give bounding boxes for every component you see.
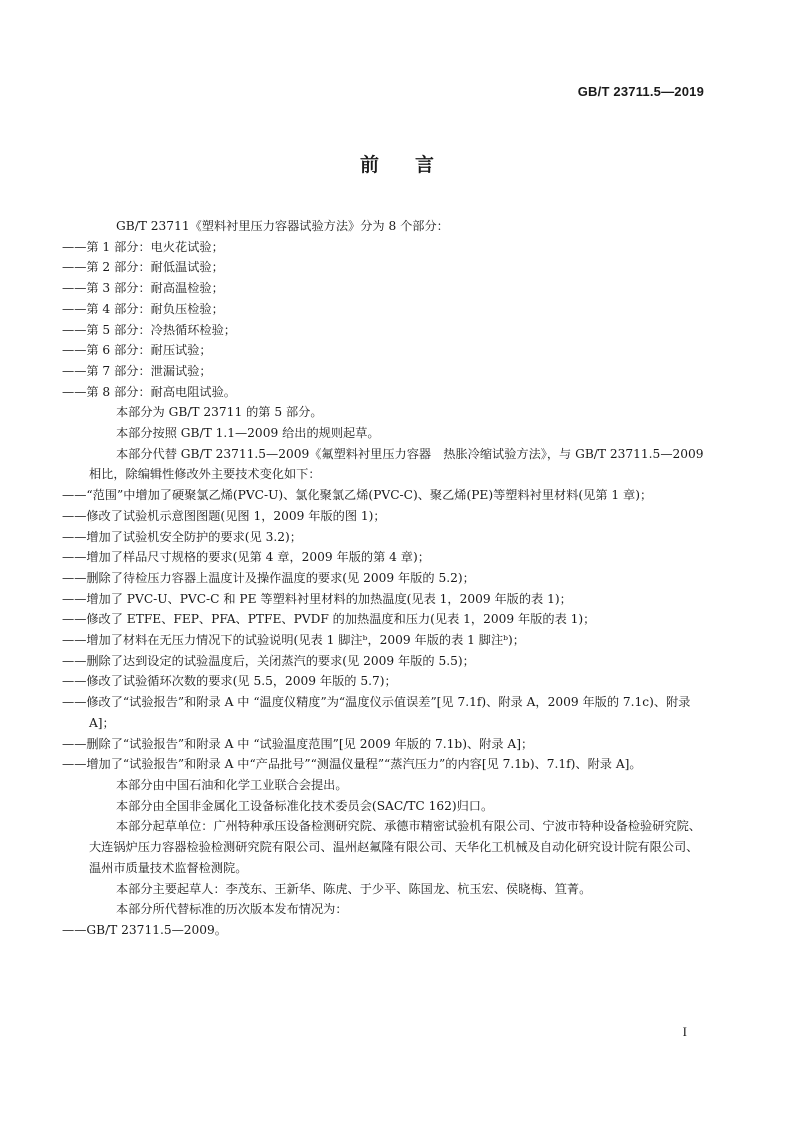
document-body <box>62 216 705 941</box>
change-item-11: ——修改了“试验报告”和附录 A 中 “温度仪精度”为“温度仪示值误差”[见 7.1f)、附录 A，2009 年版的 7.1c)、附录 A]； <box>62 695 691 730</box>
drafting-rule: 本部分按照 GB/T 1.1—2009 给出的规则起草。 <box>116 426 380 441</box>
part-item-7: ——第 7 部分：泄漏试验； <box>62 363 212 378</box>
intro-paragraph: GB/T 23711《塑料衬里压力容器试验方法》分为 8 个部分： <box>116 219 449 233</box>
page-number: I <box>682 1024 687 1039</box>
history-intro: 本部分所代替标准的历次版本发布情况为： <box>116 902 348 917</box>
part-item-5: ——第 5 部分：冷热循环检验； <box>62 322 236 337</box>
part-statement: 本部分为 GB/T 23711 的第 5 部分。 <box>116 405 323 420</box>
change-item-3: ——增加了试验机安全防护的要求(见 3.2)； <box>62 529 302 544</box>
change-item-4: ——增加了样品尺寸规格的要求(见第 4 章，2009 年版的第 4 章)； <box>62 550 430 565</box>
part-item-2: ——第 2 部分：耐低温试验； <box>62 260 224 275</box>
part-item-4: ——第 4 部分：耐负压检验； <box>62 301 224 316</box>
part-item-6: ——第 6 部分：耐压试验； <box>62 343 212 358</box>
proposer-statement: 本部分由中国石油和化学工业联合会提出。 <box>116 777 348 792</box>
change-item-12: ——删除了“试验报告”和附录 A 中 “试验温度范围”[见 2009 年版的 7.1b)、附录 A]； <box>62 736 534 751</box>
change-item-13: ——增加了“试验报告”和附录 A 中“产品批号”“测温仪量程”“蒸汽压力”的内容[见 7.1b)、7.1f)、附录 A]。 <box>62 757 642 772</box>
change-item-9: ——删除了达到设定的试验温度后，关闭蒸汽的要求(见 2009 年版的 5.5)； <box>62 653 475 668</box>
change-item-5: ——删除了待检压力容器上温度计及操作温度的要求(见 2009 年版的 5.2)； <box>62 570 475 585</box>
page-title: 前言 <box>359 154 470 176</box>
standard-code: GB/T 23711.5—2019 <box>577 84 704 99</box>
committee-statement: 本部分由全国非金属化工设备标准化技术委员会(SAC/TC 162)归口。 <box>116 798 494 813</box>
change-item-2: ——修改了试验机示意图图题(见图 1，2009 年版的图 1)； <box>62 508 386 523</box>
change-item-7: ——修改了 ETFE、FEP、PFA、PTFE、PVDF 的加热温度和压力(见表 1，2009 年版的表 1)； <box>62 612 596 627</box>
drafting-units: 本部分起草单位：广州特种承压设备检测研究院、承德市精密试验机有限公司、宁波市特种设备检验研究院、大连锅炉压力容器检验检测研究院有限公司、温州赵氟隆有限公司、天华化工机械及自动化研究设计院有限公司、温州市质量技术监督检测院。 <box>89 819 701 875</box>
change-item-6: ——增加了 PVC-U、PVC-C 和 PE 等塑料衬里材料的加热温度(见表 1，2009 年版的表 1)； <box>62 591 572 606</box>
change-item-10: ——修改了试验循环次数的要求(见 5.5，2009 年版的 5.7)； <box>62 674 397 689</box>
change-item-8: ——增加了材料在无压力情况下的试验说明(见表 1 脚注ᵇ，2009 年版的表 1 脚注ᵇ)； <box>62 633 525 648</box>
change-item-1: ——“范围”中增加了硬聚氯乙烯(PVC-U)、氯化聚氯乙烯(PVC-C)、聚乙烯(PE)等塑料衬里材料(见第 1 章)； <box>62 488 653 503</box>
history-item: ——GB/T 23711.5—2009。 <box>62 922 227 937</box>
part-item-3: ——第 3 部分：耐高温检验； <box>62 281 224 296</box>
drafters: 本部分主要起草人：李茂东、王新华、陈虎、于少平、陈国龙、杭玉宏、侯晓梅、笪菁。 <box>116 881 592 896</box>
part-item-8: ——第 8 部分：耐高电阻试验。 <box>62 384 236 399</box>
replacement-statement: 本部分代替 GB/T 23711.5—2009《氟塑料衬里压力容器 热胀冷缩试验方法》，与 GB/T 23711.5—2009 相比，除编辑性修改外主要技术变化如下： <box>89 446 704 482</box>
part-item-1: ——第 1 部分：电火花试验； <box>62 239 224 254</box>
